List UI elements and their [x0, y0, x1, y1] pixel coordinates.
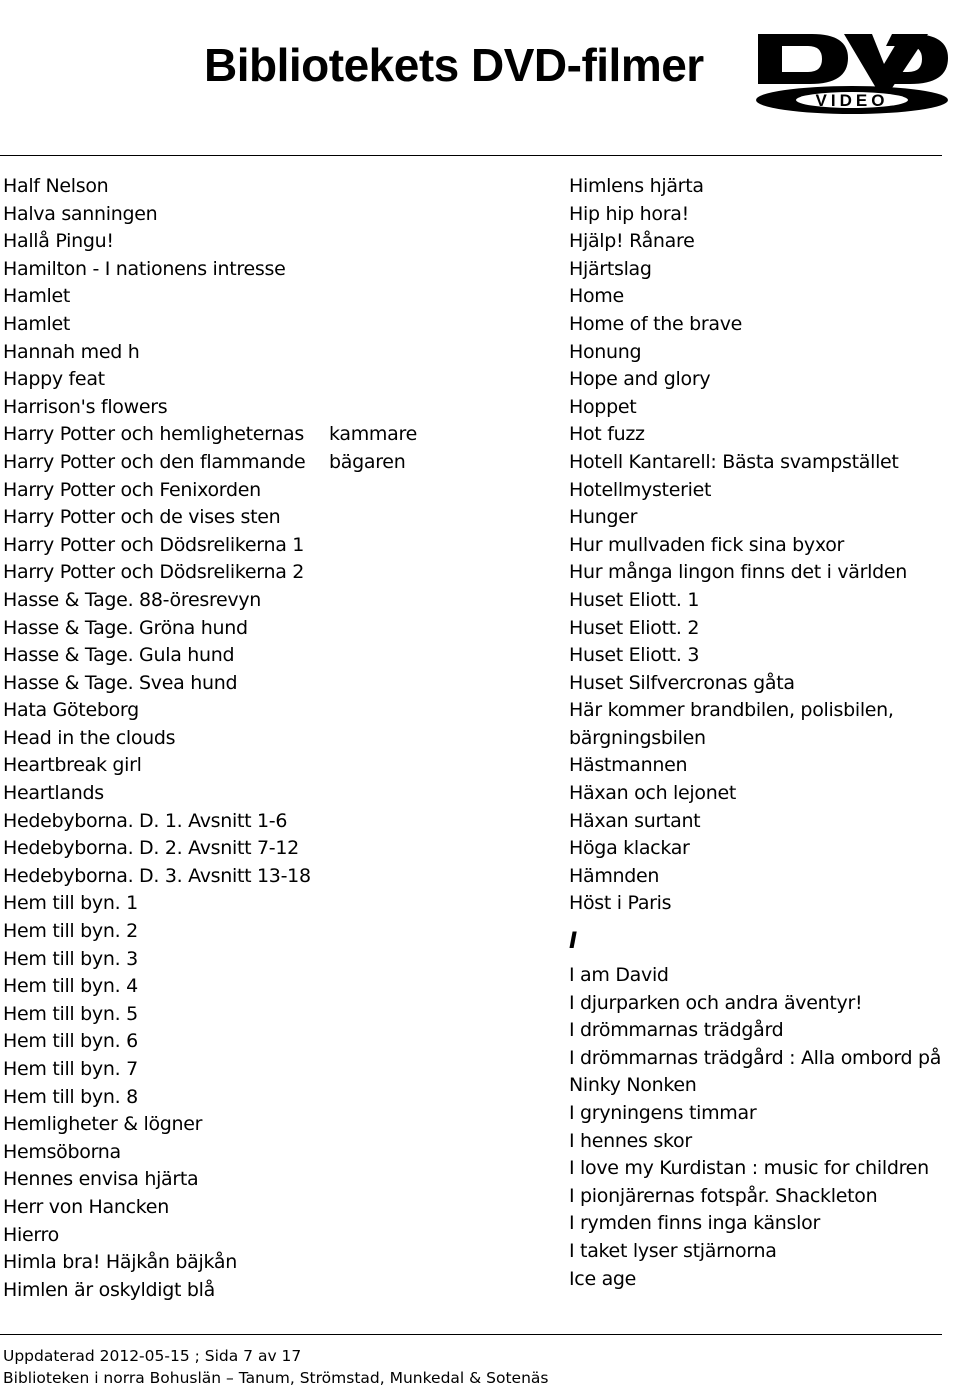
title-item: Hotell Kantarell: Bästa svampstället	[569, 450, 899, 473]
title-item: Hem till byn. 6	[3, 1030, 138, 1053]
title-item: Hamilton - I nationens intresse	[3, 257, 286, 280]
title-item: Hasse & Tage. Gröna hund	[3, 616, 248, 639]
title-item: Hästmannen	[569, 754, 688, 777]
title-item: I hennes skor	[569, 1129, 692, 1152]
title-item: Hem till byn. 2	[3, 920, 138, 943]
title-item: Hur mullvaden fick sina byxor	[569, 533, 845, 556]
title-continuation: kammare	[329, 423, 417, 446]
title-item: I gryningens timmar	[569, 1102, 757, 1124]
title-list-left	[3, 173, 543, 1304]
title-item: Herr von Hancken	[3, 1195, 169, 1218]
title-item: Huset Eliott. 1	[569, 588, 700, 611]
title-item: Himlens hjärta	[569, 175, 704, 197]
title-item: Hur många lingon finns det i världen	[569, 561, 908, 584]
title-item: Hjärtslag	[569, 257, 652, 280]
title-list-right	[569, 173, 954, 1293]
footer-updated: Uppdaterad 2012-05-15 ; Sida 7 av 17	[3, 1347, 302, 1365]
title-item: Home	[569, 285, 624, 308]
title-item: Home of the brave	[569, 312, 743, 335]
section-letter-heading: I	[569, 929, 577, 955]
title-item: Huset Silfvercronas gåta	[569, 671, 795, 694]
title-item: Hasse & Tage. Svea hund	[3, 671, 238, 694]
title-item: Hem till byn. 7	[3, 1058, 138, 1080]
title-item: Hedebyborna. D. 2. Avsnitt 7-12	[3, 837, 299, 860]
title-item: Hedebyborna. D. 1. Avsnitt 1-6	[3, 809, 288, 832]
title-item: Harry Potter och Dödsrelikerna 1	[3, 533, 305, 556]
title-item: Harry Potter och de vises sten	[3, 506, 281, 529]
title-item: Höst i Paris	[569, 892, 672, 915]
title-item: Hemligheter & lögner	[3, 1113, 203, 1136]
title-item: Hem till byn. 8	[3, 1085, 138, 1108]
title-item: Harry Potter och den flammande bägaren	[3, 449, 543, 477]
title-item: I pionjärernas fotspår. Shackleton	[569, 1184, 878, 1207]
title-item: I rymden finns inga känslor	[569, 1212, 820, 1235]
title-item: Himlen är oskyldigt blå	[3, 1278, 215, 1301]
title-item: Hemsöborna	[3, 1140, 121, 1163]
title-item: Hunger	[569, 506, 638, 529]
title-item: Hannah med h	[3, 340, 140, 363]
title-item: Honung	[569, 340, 642, 363]
title-item: Hotellmysteriet	[569, 478, 712, 501]
title-item: Hip hip hora!	[569, 202, 689, 225]
title-item: Höga klackar	[569, 837, 690, 860]
title-item: I love my Kurdistan : music for children	[569, 1157, 929, 1180]
title-item: Hoppet	[569, 395, 637, 418]
title-item: Hasse & Tage. Gula hund	[3, 644, 235, 667]
title-item: Hope and glory	[569, 368, 711, 391]
header-divider	[0, 155, 942, 156]
title-item: Hot fuzz	[569, 423, 645, 446]
title-item: I drömmarnas trädgård : Alla ombord på Ninky Nonken	[569, 1046, 942, 1097]
title-item: I drömmarnas trädgård	[569, 1019, 784, 1042]
title-item: Harrison's flowers	[3, 395, 168, 418]
title-item: Heartlands	[3, 782, 104, 805]
title-item: Half Nelson	[3, 175, 109, 197]
title-item: Ice age	[569, 1267, 637, 1290]
title-item: Häxan surtant	[569, 809, 701, 832]
title-item: Huset Eliott. 3	[569, 644, 700, 667]
title-item: Harry Potter och hemligheternas kammare	[3, 421, 543, 449]
title-item: Hennes envisa hjärta	[3, 1168, 199, 1191]
title-item: Hasse & Tage. 88-öresrevyn	[3, 588, 262, 611]
dvd-video-logo	[752, 28, 950, 116]
page-footer	[3, 1345, 548, 1389]
title-item: Hata Göteborg	[3, 699, 139, 722]
title-item: Hämnden	[569, 864, 660, 887]
title-item: I djurparken och andra äventyr!	[569, 991, 863, 1014]
title-item: Hem till byn. 4	[3, 975, 138, 998]
title-item: Hamlet	[3, 312, 71, 335]
title-item: I am David	[569, 964, 669, 987]
title-item: Hem till byn. 1	[3, 892, 138, 915]
title-item: Head in the clouds	[3, 726, 176, 749]
title-item: Hedebyborna. D. 3. Avsnitt 13-18	[3, 864, 311, 887]
title-item: Heartbreak girl	[3, 754, 142, 777]
title-item: Hem till byn. 3	[3, 947, 138, 970]
title-item: Harry Potter och Dödsrelikerna 2	[3, 561, 305, 584]
title-item: Halva sanningen	[3, 202, 158, 225]
title-item: Hallå Pingu!	[3, 230, 114, 253]
title-item: I taket lyser stjärnorna	[569, 1239, 777, 1262]
footer-divider	[0, 1334, 942, 1335]
title-continuation: bägaren	[329, 450, 406, 473]
title-item: Harry Potter och Fenixorden	[3, 478, 261, 501]
logo-subtitle: VIDEO	[815, 91, 889, 110]
page-title: Bibliotekets DVD-filmer	[204, 39, 704, 91]
title-item: Hem till byn. 5	[3, 1002, 138, 1025]
title-item: Huset Eliott. 2	[569, 616, 700, 639]
title-item: Hierro	[3, 1223, 59, 1246]
title-item: Himla bra! Häjkån bäjkån	[3, 1251, 237, 1274]
title-item: Häxan och lejonet	[569, 782, 737, 805]
title-item: Happy feat	[3, 368, 105, 391]
title-item: Här kommer brandbilen, polisbilen, bärgningsbilen	[569, 699, 894, 749]
footer-library: Biblioteken i norra Bohuslän – Tanum, Strömstad, Munkedal & Sotenäs	[3, 1369, 549, 1387]
title-item: Hamlet	[3, 285, 71, 308]
title-item: Hjälp! Rånare	[569, 230, 695, 253]
